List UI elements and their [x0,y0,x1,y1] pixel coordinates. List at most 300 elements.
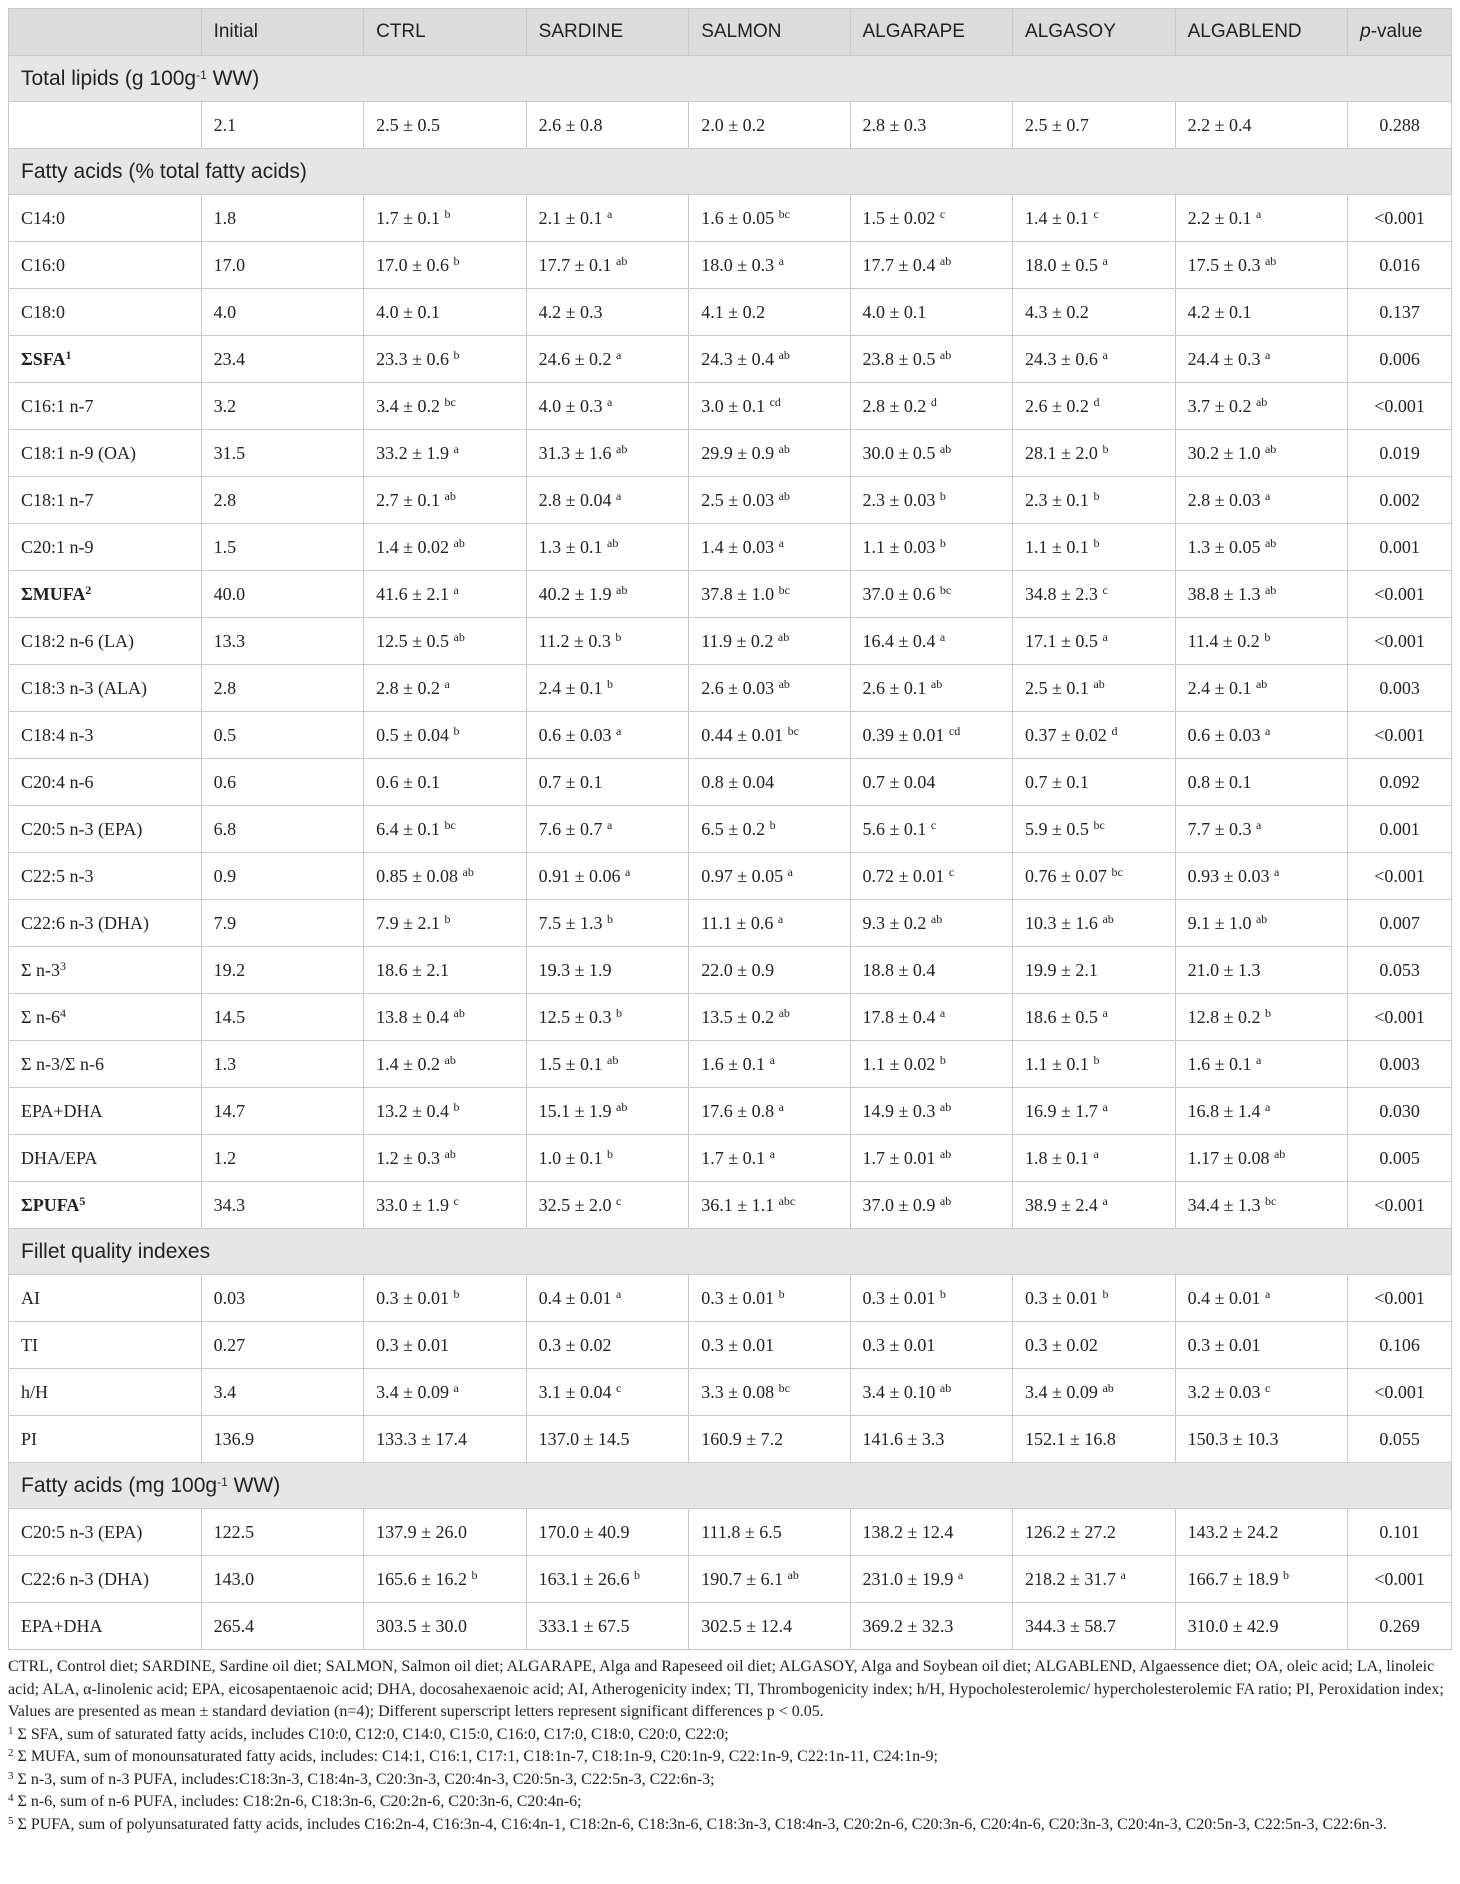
value-cell: 23.3 ± 0.6 $^b$ [364,336,527,383]
value-cell: 7.9 [201,900,364,947]
p-value-cell: <0.001 [1348,994,1452,1041]
header-cell: SALMON [689,9,850,56]
section-header-row [9,56,1452,102]
p-value-cell: <0.001 [1348,1275,1452,1322]
table-row [9,1135,1452,1182]
value-cell: 1.1 ± 0.1 $^b$ [1013,524,1176,571]
value-cell: 24.3 ± 0.6 $^a$ [1013,336,1176,383]
value-cell: 13.8 ± 0.4 $^{ab}$ [364,994,527,1041]
footnote: $^2$ Σ MUFA, sum of monounsaturated fatty acids, includes: C14:1, C16:1, C17:1, C18:1n-7, C18:1n-9, C20:1n-9, C22:1n-9, C22:1n-11, C24:1n-9; [8,1747,938,1765]
table-row [9,712,1452,759]
value-cell: 3.4 ± 0.09 $^a$ [364,1369,527,1416]
table-row [9,759,1452,806]
value-cell: 2.6 ± 0.8 [526,102,689,149]
value-cell: 1.5 ± 0.02 $^c$ [850,195,1013,242]
p-value-cell: 0.001 [1348,806,1452,853]
value-cell: 2.2 ± 0.1 $^a$ [1175,195,1348,242]
table-row [9,806,1452,853]
value-cell: 218.2 ± 31.7 $^a$ [1013,1556,1176,1603]
value-cell: 303.5 ± 30.0 [364,1603,527,1650]
value-cell: 16.8 ± 1.4 $^a$ [1175,1088,1348,1135]
value-cell: 41.6 ± 2.1 $^a$ [364,571,527,618]
value-cell: 24.6 ± 0.2 $^a$ [526,336,689,383]
value-cell: 2.8 ± 0.04 $^a$ [526,477,689,524]
row-label: ΣSFA$^1$ [9,336,202,383]
value-cell: 34.4 ± 1.3 $^{bc}$ [1175,1182,1348,1229]
value-cell: 3.4 ± 0.09 $^{ab}$ [1013,1369,1176,1416]
value-cell: 17.5 ± 0.3 $^{ab}$ [1175,242,1348,289]
value-cell: 31.5 [201,430,364,477]
value-cell: 1.3 ± 0.1 $^{ab}$ [526,524,689,571]
value-cell: 143.0 [201,1556,364,1603]
value-cell: 19.9 ± 2.1 [1013,947,1176,994]
value-cell: 310.0 ± 42.9 [1175,1603,1348,1650]
value-cell: 34.3 [201,1182,364,1229]
p-value-cell: 0.003 [1348,665,1452,712]
value-cell: 3.2 ± 0.03 $^c$ [1175,1369,1348,1416]
section-header-row [9,1463,1452,1509]
p-value-cell: 0.002 [1348,477,1452,524]
value-cell: 2.8 ± 0.03 $^a$ [1175,477,1348,524]
value-cell: 1.1 ± 0.1 $^b$ [1013,1041,1176,1088]
value-cell: 1.1 ± 0.03 $^b$ [850,524,1013,571]
p-value-cell: 0.055 [1348,1416,1452,1463]
table-row [9,430,1452,477]
table-row [9,1322,1452,1369]
value-cell: 0.3 ± 0.01 $^b$ [850,1275,1013,1322]
p-value-cell: <0.001 [1348,1556,1452,1603]
value-cell: 6.4 ± 0.1 $^{bc}$ [364,806,527,853]
fatty-acid-table [8,8,1452,1650]
value-cell: 1.4 ± 0.1 $^c$ [1013,195,1176,242]
header-cell: Initial [201,9,364,56]
value-cell: 17.8 ± 0.4 $^a$ [850,994,1013,1041]
value-cell: 0.44 ± 0.01 $^{bc}$ [689,712,850,759]
value-cell: 111.8 ± 6.5 [689,1509,850,1556]
value-cell: 152.1 ± 16.8 [1013,1416,1176,1463]
value-cell: 0.7 ± 0.1 [526,759,689,806]
value-cell: 0.4 ± 0.01 $^a$ [526,1275,689,1322]
value-cell: 23.8 ± 0.5 $^{ab}$ [850,336,1013,383]
value-cell: 1.6 ± 0.1 $^a$ [689,1041,850,1088]
value-cell: 10.3 ± 1.6 $^{ab}$ [1013,900,1176,947]
value-cell: 141.6 ± 3.3 [850,1416,1013,1463]
table-row [9,524,1452,571]
p-value-cell: 0.288 [1348,102,1452,149]
row-label: C20:1 n-9 [9,524,202,571]
value-cell: 24.4 ± 0.3 $^a$ [1175,336,1348,383]
p-value-cell: 0.001 [1348,524,1452,571]
p-value-cell: 0.030 [1348,1088,1452,1135]
value-cell: 2.8 [201,665,364,712]
header-cell: SARDINE [526,9,689,56]
value-cell: 137.9 ± 26.0 [364,1509,527,1556]
value-cell: 38.9 ± 2.4 $^a$ [1013,1182,1176,1229]
value-cell: 13.3 [201,618,364,665]
table-row [9,1275,1452,1322]
section-header-row [9,149,1452,195]
value-cell: 1.3 ± 0.05 $^{ab}$ [1175,524,1348,571]
value-cell: 163.1 ± 26.6 $^b$ [526,1556,689,1603]
row-label: C20:4 n-6 [9,759,202,806]
table-row [9,665,1452,712]
value-cell: 9.1 ± 1.0 $^{ab}$ [1175,900,1348,947]
p-value-cell: 0.106 [1348,1322,1452,1369]
value-cell: 24.3 ± 0.4 $^{ab}$ [689,336,850,383]
value-cell: 22.0 ± 0.9 [689,947,850,994]
table-row [9,289,1452,336]
value-cell: 0.3 ± 0.01 [689,1322,850,1369]
value-cell: 3.3 ± 0.08 $^{bc}$ [689,1369,850,1416]
row-label: C16:1 n-7 [9,383,202,430]
p-value-cell: <0.001 [1348,195,1452,242]
value-cell: 2.5 ± 0.7 [1013,102,1176,149]
table-row [9,1088,1452,1135]
value-cell: 133.3 ± 17.4 [364,1416,527,1463]
table-row [9,900,1452,947]
value-cell: 11.4 ± 0.2 $^b$ [1175,618,1348,665]
value-cell: 4.2 ± 0.3 [526,289,689,336]
value-cell: 1.6 ± 0.1 $^a$ [1175,1041,1348,1088]
value-cell: 37.0 ± 0.6 $^{bc}$ [850,571,1013,618]
value-cell: 1.4 ± 0.02 $^{ab}$ [364,524,527,571]
value-cell: 18.0 ± 0.5 $^a$ [1013,242,1176,289]
row-label: AI [9,1275,202,1322]
row-label: C18:3 n-3 (ALA) [9,665,202,712]
table-row [9,1509,1452,1556]
value-cell: 166.7 ± 18.9 $^b$ [1175,1556,1348,1603]
value-cell: 1.1 ± 0.02 $^b$ [850,1041,1013,1088]
value-cell: 32.5 ± 2.0 $^c$ [526,1182,689,1229]
row-label: Σ $n-3^3$ [9,947,202,994]
value-cell: 1.7 ± 0.01 $^{ab}$ [850,1135,1013,1182]
value-cell: 16.4 ± 0.4 $^a$ [850,618,1013,665]
value-cell: 0.97 ± 0.05 $^a$ [689,853,850,900]
footnote: $^3$ Σ n-3, sum of n-3 PUFA, includes:C18:3n-3, C18:4n-3, C20:3n-3, C20:4n-3, C20:5n-3, C22:5n-3, C22:6n-3; [8,1769,715,1788]
table-row [9,1603,1452,1650]
value-cell: 143.2 ± 24.2 [1175,1509,1348,1556]
value-cell: 5.6 ± 0.1 $^c$ [850,806,1013,853]
value-cell: 137.0 ± 14.5 [526,1416,689,1463]
value-cell: 0.7 ± 0.1 [1013,759,1176,806]
value-cell: 1.8 ± 0.1 $^a$ [1013,1135,1176,1182]
value-cell: 0.3 ± 0.01 [364,1322,527,1369]
p-value-cell: <0.001 [1348,571,1452,618]
p-value-cell: 0.005 [1348,1135,1452,1182]
table-row [9,1556,1452,1603]
value-cell: 1.0 ± 0.1 $^b$ [526,1135,689,1182]
header-cell: ALGASOY [1013,9,1176,56]
value-cell: 2.3 ± 0.03 $^b$ [850,477,1013,524]
value-cell: 1.6 ± 0.05 $^{bc}$ [689,195,850,242]
row-label: C18:2 n-6 (LA) [9,618,202,665]
value-cell: 1.4 ± 0.2 $^{ab}$ [364,1041,527,1088]
value-cell: 0.3 ± 0.01 $^b$ [1013,1275,1176,1322]
value-cell: 2.8 [201,477,364,524]
header-cell: ALGARAPE [850,9,1013,56]
value-cell: 18.8 ± 0.4 [850,947,1013,994]
value-cell: 7.7 ± 0.3 $^a$ [1175,806,1348,853]
value-cell: 3.4 ± 0.10 $^{ab}$ [850,1369,1013,1416]
header-cell: ALGABLEND [1175,9,1348,56]
row-label: C18:1 n-9 (OA) [9,430,202,477]
value-cell: 1.2 [201,1135,364,1182]
value-cell: 33.0 ± 1.9 $^c$ [364,1182,527,1229]
value-cell: 14.9 ± 0.3 $^{ab}$ [850,1088,1013,1135]
value-cell: 2.6 ± 0.2 $^d$ [1013,383,1176,430]
p-value-cell: <0.001 [1348,1182,1452,1229]
value-cell: 3.4 ± 0.2 $^{bc}$ [364,383,527,430]
p-value-cell: 0.092 [1348,759,1452,806]
p-value-cell: <0.001 [1348,853,1452,900]
value-cell: 2.6 ± 0.03 $^{ab}$ [689,665,850,712]
value-cell: 1.2 ± 0.3 $^{ab}$ [364,1135,527,1182]
value-cell: 0.85 ± 0.08 $^{ab}$ [364,853,527,900]
value-cell: 0.39 ± 0.01 $^{cd}$ [850,712,1013,759]
value-cell: 11.9 ± 0.2 $^{ab}$ [689,618,850,665]
value-cell: 1.17 ± 0.08 $^{ab}$ [1175,1135,1348,1182]
value-cell: 12.8 ± 0.2 $^b$ [1175,994,1348,1041]
table-row [9,1416,1452,1463]
value-cell: 0.3 ± 0.01 $^b$ [689,1275,850,1322]
table-row [9,477,1452,524]
value-cell: 3.7 ± 0.2 $^{ab}$ [1175,383,1348,430]
value-cell: 3.2 [201,383,364,430]
value-cell: 2.3 ± 0.1 $^b$ [1013,477,1176,524]
value-cell: 7.6 ± 0.7 $^a$ [526,806,689,853]
row-label: C22:6 n-3 (DHA) [9,1556,202,1603]
p-value-cell: <0.001 [1348,712,1452,759]
value-cell: 7.5 ± 1.3 $^b$ [526,900,689,947]
value-cell: 190.7 ± 6.1 $^{ab}$ [689,1556,850,1603]
value-cell: 2.8 ± 0.3 [850,102,1013,149]
table-row [9,853,1452,900]
value-cell: 3.4 [201,1369,364,1416]
value-cell: 0.3 ± 0.01 [850,1322,1013,1369]
table-row [9,1041,1452,1088]
value-cell: 34.8 ± 2.3 $^c$ [1013,571,1176,618]
value-cell: 0.8 ± 0.04 [689,759,850,806]
p-value-cell: 0.269 [1348,1603,1452,1650]
value-cell: 138.2 ± 12.4 [850,1509,1013,1556]
p-value-cell: 0.006 [1348,336,1452,383]
row-label: C18:1 n-7 [9,477,202,524]
value-cell: 2.8 ± 0.2 $^d$ [850,383,1013,430]
row-label: C22:5 n-3 [9,853,202,900]
value-cell: 3.1 ± 0.04 $^c$ [526,1369,689,1416]
table-row [9,618,1452,665]
value-cell: 160.9 ± 7.2 [689,1416,850,1463]
value-cell: 0.3 ± 0.02 [526,1322,689,1369]
value-cell: 165.6 ± 16.2 $^b$ [364,1556,527,1603]
value-cell: 12.5 ± 0.3 $^b$ [526,994,689,1041]
value-cell: 170.0 ± 40.9 [526,1509,689,1556]
value-cell: 136.9 [201,1416,364,1463]
value-cell: 2.5 ± 0.5 [364,102,527,149]
header-cell: CTRL [364,9,527,56]
value-cell: 0.76 ± 0.07 $^{bc}$ [1013,853,1176,900]
section-title: Total lipids (g $100g^{-1}$ WW) [9,56,1452,102]
value-cell: 122.5 [201,1509,364,1556]
value-cell: 14.7 [201,1088,364,1135]
row-label: C16:0 [9,242,202,289]
value-cell: 19.3 ± 1.9 [526,947,689,994]
value-cell: 0.72 ± 0.01 $^c$ [850,853,1013,900]
value-cell: 7.9 ± 2.1 $^b$ [364,900,527,947]
value-cell: 4.2 ± 0.1 [1175,289,1348,336]
value-cell: 37.0 ± 0.9 $^{ab}$ [850,1182,1013,1229]
value-cell: 38.8 ± 1.3 $^{ab}$ [1175,571,1348,618]
value-cell: 344.3 ± 58.7 [1013,1603,1176,1650]
section-header-row [9,1229,1452,1275]
value-cell: 2.4 ± 0.1 $^b$ [526,665,689,712]
value-cell: 17.1 ± 0.5 $^a$ [1013,618,1176,665]
value-cell: 0.91 ± 0.06 $^a$ [526,853,689,900]
table-body [9,56,1452,1650]
row-label: C22:6 n-3 (DHA) [9,900,202,947]
value-cell: 0.6 ± 0.1 [364,759,527,806]
value-cell: 16.9 ± 1.7 $^a$ [1013,1088,1176,1135]
value-cell: 0.5 ± 0.04 $^b$ [364,712,527,759]
value-cell: 0.03 [201,1275,364,1322]
row-label: ΣPUFA$^5$ [9,1182,202,1229]
value-cell: 2.5 ± 0.1 $^{ab}$ [1013,665,1176,712]
p-value-cell: 0.053 [1348,947,1452,994]
value-cell: 1.7 ± 0.1 $^b$ [364,195,527,242]
value-cell: 0.93 ± 0.03 $^a$ [1175,853,1348,900]
value-cell: 1.4 ± 0.03 $^a$ [689,524,850,571]
value-cell: 2.1 ± 0.1 $^a$ [526,195,689,242]
value-cell: 11.2 ± 0.3 $^b$ [526,618,689,665]
row-label: DHA/EPA [9,1135,202,1182]
value-cell: 0.4 ± 0.01 $^a$ [1175,1275,1348,1322]
p-value-cell: 0.007 [1348,900,1452,947]
value-cell: 37.8 ± 1.0 $^{bc}$ [689,571,850,618]
section-title: Fillet quality indexes [9,1229,1452,1275]
value-cell: 18.6 ± 0.5 $^a$ [1013,994,1176,1041]
p-value-cell: 0.019 [1348,430,1452,477]
value-cell: 9.3 ± 0.2 $^{ab}$ [850,900,1013,947]
value-cell: 265.4 [201,1603,364,1650]
value-cell: 6.5 ± 0.2 $^b$ [689,806,850,853]
value-cell: 13.5 ± 0.2 $^{ab}$ [689,994,850,1041]
value-cell: 36.1 ± 1.1 $^{abc}$ [689,1182,850,1229]
value-cell: 0.8 ± 0.1 [1175,759,1348,806]
row-label: C20:5 n-3 (EPA) [9,1509,202,1556]
value-cell: 2.5 ± 0.03 $^{ab}$ [689,477,850,524]
value-cell: 2.6 ± 0.1 $^{ab}$ [850,665,1013,712]
value-cell: 4.0 [201,289,364,336]
value-cell: 1.3 [201,1041,364,1088]
value-cell: 0.3 ± 0.01 $^b$ [364,1275,527,1322]
row-label: PI [9,1416,202,1463]
table-row [9,1182,1452,1229]
value-cell: 15.1 ± 1.9 $^{ab}$ [526,1088,689,1135]
footnote: $^5$ Σ PUFA, sum of polyunsaturated fatty acids, includes C16:2n-4, C16:3n-4, C16:4n-1, C18:2n-6, C18:3n-6, C18:3n-3, C18:4n-3, C20:2n-6, C20:3n-6, C20:4n-6, C20:3n-3, C20:4n-3, C20:5n-3, C22:5n-3, C22:6n-3. [8,1814,1387,1833]
value-cell: 4.0 ± 0.3 $^a$ [526,383,689,430]
value-cell: 1.5 [201,524,364,571]
table-row [9,242,1452,289]
table-row [9,994,1452,1041]
p-value-cell: <0.001 [1348,618,1452,665]
value-cell: 150.3 ± 10.3 [1175,1416,1348,1463]
row-label [9,102,202,149]
row-label: EPA+DHA [9,1603,202,1650]
value-cell: 3.0 ± 0.1 $^{cd}$ [689,383,850,430]
value-cell: 23.4 [201,336,364,383]
value-cell: 18.0 ± 0.3 $^a$ [689,242,850,289]
value-cell: 0.37 ± 0.02 $^d$ [1013,712,1176,759]
table-container [8,8,1452,1836]
value-cell: 33.2 ± 1.9 $^a$ [364,430,527,477]
header-cell-blank [9,9,202,56]
table-row [9,947,1452,994]
row-label: TI [9,1322,202,1369]
value-cell: 231.0 ± 19.9 $^a$ [850,1556,1013,1603]
header-row [9,9,1452,56]
value-cell: 2.4 ± 0.1 $^{ab}$ [1175,665,1348,712]
value-cell: 0.27 [201,1322,364,1369]
table-footnotes [8,1656,1452,1836]
row-label: C18:0 [9,289,202,336]
value-cell: 2.2 ± 0.4 [1175,102,1348,149]
value-cell: 0.9 [201,853,364,900]
p-value-cell: 0.003 [1348,1041,1452,1088]
value-cell: 126.2 ± 27.2 [1013,1509,1176,1556]
p-value-cell: 0.137 [1348,289,1452,336]
value-cell: 30.0 ± 0.5 $^{ab}$ [850,430,1013,477]
value-cell: 17.7 ± 0.1 $^{ab}$ [526,242,689,289]
value-cell: 18.6 ± 2.1 [364,947,527,994]
value-cell: 11.1 ± 0.6 $^a$ [689,900,850,947]
value-cell: 2.0 ± 0.2 [689,102,850,149]
section-title: Fatty acids (% total fatty acids) [9,149,1452,195]
value-cell: 4.0 ± 0.1 [850,289,1013,336]
table-row [9,336,1452,383]
value-cell: 2.8 ± 0.2 $^a$ [364,665,527,712]
value-cell: 0.3 ± 0.01 [1175,1322,1348,1369]
value-cell: 17.0 [201,242,364,289]
value-cell: 17.0 ± 0.6 $^b$ [364,242,527,289]
value-cell: 12.5 ± 0.5 $^{ab}$ [364,618,527,665]
p-value-cell: <0.001 [1348,383,1452,430]
value-cell: 40.0 [201,571,364,618]
value-cell: 302.5 ± 12.4 [689,1603,850,1650]
value-cell: 0.6 [201,759,364,806]
value-cell: 333.1 ± 67.5 [526,1603,689,1650]
value-cell: 4.0 ± 0.1 [364,289,527,336]
value-cell: 21.0 ± 1.3 [1175,947,1348,994]
value-cell: 30.2 ± 1.0 $^{ab}$ [1175,430,1348,477]
row-label: h/H [9,1369,202,1416]
value-cell: 0.7 ± 0.04 [850,759,1013,806]
value-cell: 2.1 [201,102,364,149]
value-cell: 29.9 ± 0.9 $^{ab}$ [689,430,850,477]
value-cell: 17.7 ± 0.4 $^{ab}$ [850,242,1013,289]
abbreviations-note: CTRL, Control diet; SARDINE, Sardine oil diet; SALMON, Salmon oil diet; ALGARAPE, Alga and Rapeseed oil diet; ALGASOY, Alga and Soybean oil diet; ALGABLEND, Algaessence diet; OA, oleic acid; LA, linoleic acid; ALA, α-linolenic acid; EPA, eicosapentaenoic acid; DHA, docosahexaenoic acid; AI, Atherogenicity index; TI, Thrombogenicity index; h/H, Hypocholesterolemic/ hypercholesterolemic FA ratio; PI, Peroxidation index; Values are presented as mean ± standard deviation (n=4); Different superscript letters represent significant differences p < 0.05. [8,1658,1444,1720]
value-cell: 14.5 [201,994,364,1041]
table-row [9,195,1452,242]
footnote: $^1$ Σ SFA, sum of saturated fatty acids, includes C10:0, C12:0, C14:0, C15:0, C16:0, C17:0, C18:0, C20:0, C22:0; [8,1724,729,1743]
value-cell: 0.6 ± 0.03 $^a$ [1175,712,1348,759]
value-cell: 5.9 ± 0.5 $^{bc}$ [1013,806,1176,853]
value-cell: 0.3 ± 0.02 [1013,1322,1176,1369]
value-cell: 17.6 ± 0.8 $^a$ [689,1088,850,1135]
table-row [9,571,1452,618]
table-row [9,383,1452,430]
value-cell: 40.2 ± 1.9 $^{ab}$ [526,571,689,618]
value-cell: 1.8 [201,195,364,242]
